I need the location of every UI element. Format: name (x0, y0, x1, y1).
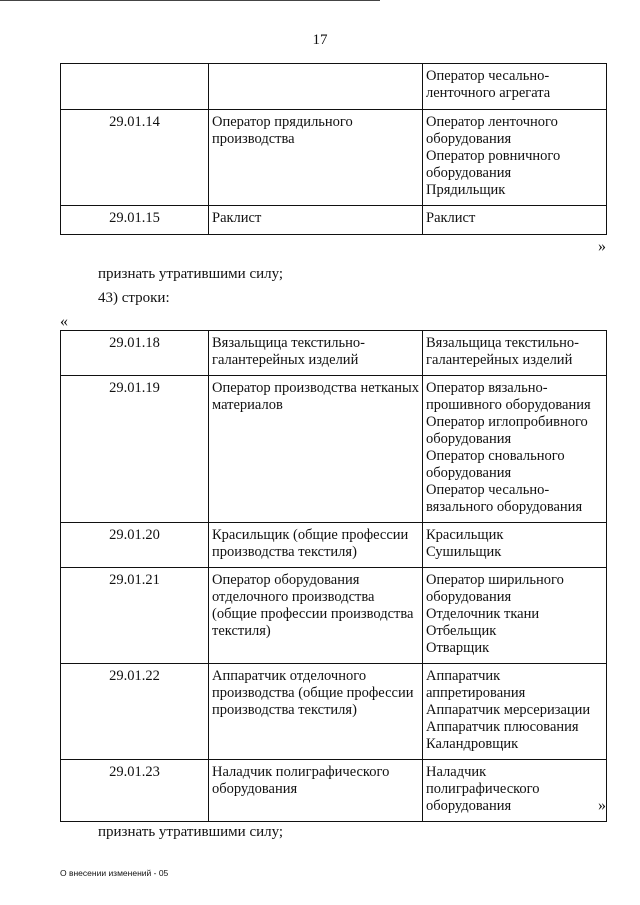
related-professions-cell (423, 110, 607, 206)
specialty-code-cell: 29.01.14 (61, 110, 209, 206)
specialty-code-cell: 29.01.19 (61, 376, 209, 523)
cell-text-line: производства текстиля) (212, 702, 357, 718)
cell-text-line: оборудования (212, 781, 298, 797)
specialty-code-cell: 29.01.18 (61, 331, 209, 376)
related-professions-cell (423, 523, 607, 568)
profession-name-cell (209, 64, 423, 110)
specialty-code-cell: 29.01.15 (61, 206, 209, 235)
profession-name-cell (209, 760, 423, 822)
cell-text-line: оборудования (426, 798, 512, 814)
table-row (61, 523, 607, 568)
specialty-code-cell: 29.01.20 (61, 523, 209, 568)
cell-text-line: Сушильщик (426, 544, 502, 560)
cell-text-line: Оператор ширильного (426, 572, 564, 588)
page-number: 17 (312, 32, 328, 48)
specialty-code-cell: 29.01.23 (61, 760, 209, 822)
specialty-code-cell: 29.01.22 (61, 664, 209, 760)
cell-text-line: вязального оборудования (426, 499, 583, 515)
cell-text-line: производства (общие профессии (212, 685, 414, 701)
cell-text-line: текстиля) (212, 623, 271, 639)
profession-name-cell (209, 523, 423, 568)
professions-table-1 (60, 63, 607, 235)
profession-name-cell (209, 664, 423, 760)
table-row (61, 664, 607, 760)
cell-text-line: Оператор прядильного (212, 114, 353, 130)
table-row (61, 760, 607, 822)
cell-text-line: производства текстиля) (212, 544, 357, 560)
professions-table-2 (60, 330, 607, 822)
specialty-code-cell (61, 64, 209, 110)
profession-name-cell (209, 331, 423, 376)
cell-text-line: Красильщик (общие профессии (212, 527, 409, 543)
cell-text-line: Раклист (212, 210, 262, 226)
cell-text-line: галантерейных изделий (426, 352, 573, 368)
cell-text-line: оборудования (426, 165, 512, 181)
cell-text-line: оборудования (426, 131, 512, 147)
related-professions-cell (423, 64, 607, 110)
top-rule (0, 0, 380, 1)
closing-quote: » (598, 797, 606, 814)
cell-text-line: (общие профессии производства (212, 606, 414, 622)
cell-text-line: Аппаратчик плюсования (426, 719, 579, 735)
cell-text-line: Отделочник ткани (426, 606, 540, 622)
profession-name-cell (209, 376, 423, 523)
table-row (61, 206, 607, 235)
cell-text-line: Наладчик полиграфического (212, 764, 390, 780)
footer-note: О внесении изменений - 05 (60, 868, 169, 878)
closing-quote: » (598, 238, 606, 255)
cell-text-line: Красильщик (426, 527, 504, 543)
cell-text-line: Оператор оборудования (212, 572, 360, 588)
cell-text-line: галантерейных изделий (212, 352, 359, 368)
cell-text-line: оборудования (426, 431, 512, 447)
cell-text-line: Оператор ровничного (426, 148, 561, 164)
cell-text-line: Оператор чесально- (426, 68, 550, 84)
related-professions-cell (423, 760, 607, 822)
cell-text-line: Оператор ленточного (426, 114, 558, 130)
table-body (61, 64, 607, 235)
profession-name-cell (209, 206, 423, 235)
table-row (61, 568, 607, 664)
cell-text-line: Оператор вязально- (426, 380, 548, 396)
paragraph-repeal-2: признать утратившими силу; (98, 824, 284, 840)
cell-text-line: Оператор иглопробивного (426, 414, 588, 430)
related-professions-cell (423, 568, 607, 664)
cell-text-line: Отварщик (426, 640, 490, 656)
cell-text-line: Наладчик полиграфического (426, 764, 540, 797)
cell-text-line: Аппаратчик отделочного (212, 668, 367, 684)
cell-text-line: оборудования (426, 589, 512, 605)
related-professions-cell (423, 376, 607, 523)
cell-text-line: Оператор чесально- (426, 482, 550, 498)
table-row (61, 64, 607, 110)
cell-text-line: Каландровщик (426, 736, 519, 752)
cell-text-line: Отбельщик (426, 623, 497, 639)
opening-quote: « (60, 313, 68, 330)
cell-text-line: отделочного производства (212, 589, 375, 605)
paragraph-repeal-1: признать утратившими силу; (98, 266, 284, 282)
paragraph-rows-heading: 43) строки: (98, 290, 170, 306)
cell-text-line: Аппаратчик мерсеризации (426, 702, 591, 718)
cell-text-line: производства (212, 131, 295, 147)
cell-text-line: Вязальщица текстильно- (212, 335, 365, 351)
cell-text-line: оборудования (426, 465, 512, 481)
specialty-code-cell: 29.01.21 (61, 568, 209, 664)
cell-text-line: материалов (212, 397, 283, 413)
cell-text-line: ленточного агрегата (426, 85, 551, 101)
table-row (61, 331, 607, 376)
cell-text-line: Оператор сновального (426, 448, 565, 464)
related-professions-cell (423, 206, 607, 235)
profession-name-cell (209, 568, 423, 664)
table-row (61, 110, 607, 206)
profession-name-cell (209, 110, 423, 206)
cell-text-line: прошивного оборудования (426, 397, 591, 413)
cell-text-line: Оператор производства нетканых (212, 380, 419, 396)
related-professions-cell (423, 331, 607, 376)
table-row (61, 376, 607, 523)
related-professions-cell (423, 664, 607, 760)
table-body (61, 331, 607, 822)
cell-text-line: Прядильщик (426, 182, 506, 198)
cell-text-line: Вязальщица текстильно- (426, 335, 579, 351)
cell-text-line: Аппаратчик аппретирования (426, 668, 526, 701)
cell-text-line: Раклист (426, 210, 476, 226)
